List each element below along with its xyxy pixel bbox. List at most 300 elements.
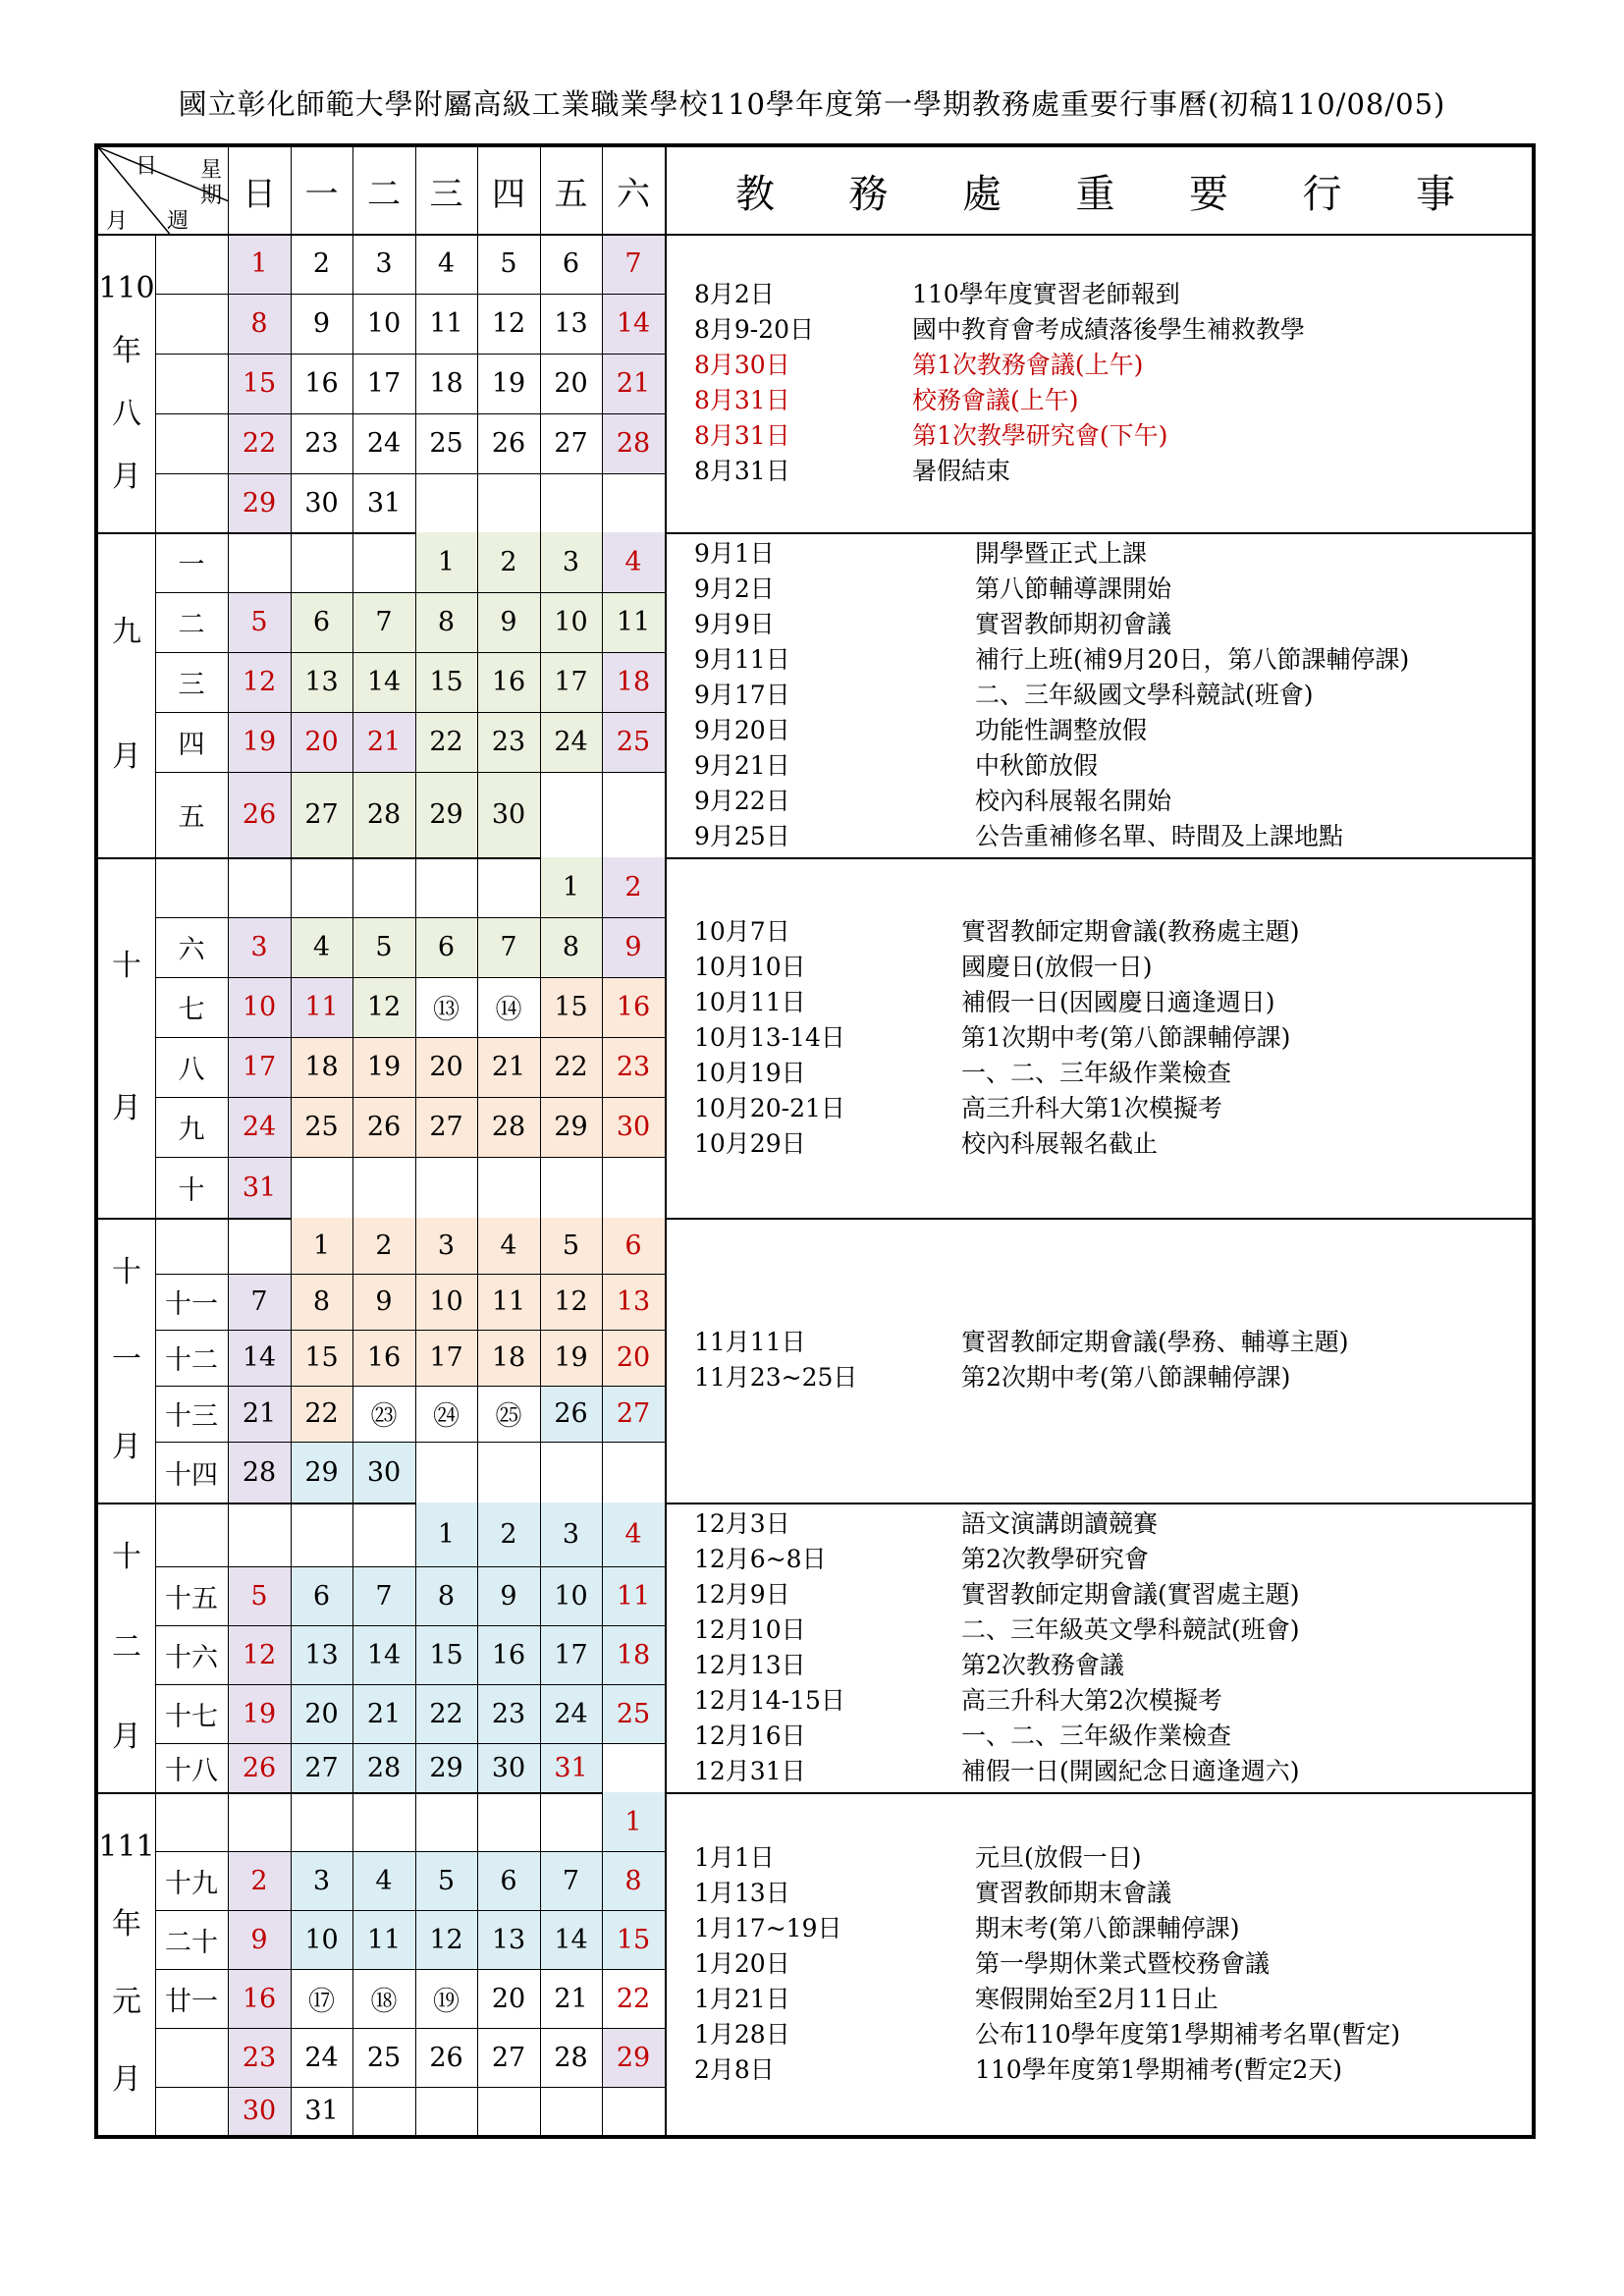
week-number: 十三 bbox=[165, 1401, 218, 1432]
calendar-day: 25 bbox=[616, 727, 651, 757]
calendar-day: 17 bbox=[554, 667, 588, 697]
event-row bbox=[694, 312, 1522, 348]
calendar-day: ⑱ bbox=[370, 1986, 398, 2017]
calendar-day bbox=[540, 473, 602, 532]
calendar-day: 27 bbox=[554, 428, 588, 459]
calendar-day: 2 bbox=[500, 1519, 517, 1550]
calendar-day: 8 bbox=[562, 932, 580, 962]
calendar-day: 16 bbox=[616, 992, 651, 1022]
event-date: 8月31日 bbox=[694, 386, 790, 414]
month-label-part: 111 bbox=[98, 1830, 155, 1864]
week-number: 十五 bbox=[165, 1583, 218, 1614]
event-date: 12月9日 bbox=[694, 1580, 790, 1609]
calendar-day: 26 bbox=[491, 428, 526, 459]
calendar-day: 15 bbox=[554, 992, 588, 1022]
calendar-day: ⑲ bbox=[433, 1986, 460, 2017]
event-text: 暑假結束 bbox=[912, 457, 1011, 485]
event-row bbox=[694, 607, 1522, 642]
events-header-char: 要 bbox=[1189, 171, 1228, 217]
calendar-day: 27 bbox=[304, 1752, 339, 1783]
event-row bbox=[694, 536, 1522, 572]
calendar-day: 24 bbox=[304, 2042, 339, 2073]
event-row bbox=[694, 1020, 1522, 1056]
calendar-day: 13 bbox=[304, 667, 339, 697]
calendar-day: 22 bbox=[554, 1052, 588, 1082]
event-date: 9月9日 bbox=[694, 610, 775, 638]
week-number bbox=[155, 1503, 228, 1566]
month-label-part: 九 bbox=[112, 614, 141, 649]
event-date: 9月25日 bbox=[694, 822, 790, 850]
event-text: 實習教師期末會議 bbox=[975, 1878, 1172, 1907]
calendar-day: 12 bbox=[242, 1639, 277, 1670]
weekday-header: 三 bbox=[429, 174, 463, 214]
calendar-day: 7 bbox=[375, 607, 393, 637]
calendar-day: 28 bbox=[242, 1456, 277, 1488]
event-date: 9月11日 bbox=[694, 645, 790, 674]
event-text: 二、三年級英文學科競試(班會) bbox=[961, 1615, 1300, 1644]
event-row bbox=[694, 784, 1522, 819]
event-text: 國慶日(放假一日) bbox=[961, 952, 1153, 981]
calendar-day: 3 bbox=[437, 1230, 456, 1261]
calendar-day bbox=[291, 1792, 352, 1851]
event-text: 第一學期休業式暨校務會議 bbox=[975, 1948, 1271, 1978]
calendar-day: 19 bbox=[491, 368, 526, 399]
event-text: 期末考(第八節課輔停課) bbox=[975, 1913, 1240, 1942]
event-row bbox=[694, 1577, 1522, 1613]
calendar-day: 7 bbox=[500, 932, 517, 962]
calendar-day: 9 bbox=[312, 308, 331, 339]
event-row bbox=[694, 572, 1522, 607]
calendar-day: 29 bbox=[429, 799, 463, 830]
calendar-day bbox=[602, 2087, 665, 2135]
month-label-part: 月 bbox=[112, 1720, 141, 1754]
calendar-day: 29 bbox=[616, 2042, 651, 2073]
calendar-day: ⑰ bbox=[308, 1986, 335, 2017]
calendar-day: 6 bbox=[312, 607, 331, 637]
calendar-day: 21 bbox=[366, 1698, 402, 1729]
calendar-day bbox=[602, 1743, 665, 1792]
calendar-day bbox=[540, 1792, 602, 1851]
calendar-day bbox=[540, 1442, 602, 1503]
calendar-day bbox=[352, 857, 415, 917]
event-row bbox=[694, 748, 1522, 784]
event-date: 10月11日 bbox=[694, 987, 806, 1016]
calendar-day: 10 bbox=[429, 1286, 463, 1317]
calendar-day bbox=[228, 1503, 291, 1566]
week-number: 十 bbox=[178, 1175, 205, 1206]
calendar-day: 19 bbox=[242, 1698, 277, 1729]
week-number: 七 bbox=[178, 995, 205, 1025]
event-date: 11月23~25日 bbox=[694, 1363, 858, 1392]
calendar-day: 27 bbox=[304, 799, 339, 830]
calendar-day bbox=[602, 1157, 665, 1218]
event-text: 功能性調整放假 bbox=[975, 716, 1148, 744]
month-label-part: 十 bbox=[112, 948, 141, 983]
calendar-day: 19 bbox=[242, 727, 277, 757]
month-label-part: 十 bbox=[112, 1255, 141, 1289]
event-date: 1月21日 bbox=[694, 1984, 790, 2013]
calendar-day: 16 bbox=[304, 368, 339, 399]
calendar-day: 15 bbox=[242, 368, 277, 399]
calendar-day: 5 bbox=[500, 248, 517, 279]
event-date: 10月7日 bbox=[694, 916, 790, 946]
calendar-day: 9 bbox=[250, 1924, 268, 1955]
event-text: 第1次期中考(第八節課輔停課) bbox=[961, 1022, 1291, 1052]
weekday-header: 六 bbox=[617, 174, 650, 214]
calendar-day: 11 bbox=[304, 992, 339, 1022]
calendar-day: 29 bbox=[304, 1456, 339, 1488]
event-date: 12月13日 bbox=[694, 1651, 806, 1679]
calendar-day: 8 bbox=[250, 308, 268, 339]
calendar-day: 30 bbox=[491, 1752, 526, 1783]
event-row bbox=[694, 1683, 1522, 1719]
calendar-day: 1 bbox=[250, 248, 268, 279]
event-row bbox=[694, 1648, 1522, 1683]
calendar-day: 19 bbox=[554, 1342, 588, 1373]
weekday-header: 日 bbox=[243, 174, 276, 214]
event-row bbox=[694, 713, 1522, 748]
month-label-part: 元 bbox=[112, 1985, 141, 2019]
calendar-day: 29 bbox=[242, 487, 277, 519]
event-date: 8月31日 bbox=[694, 457, 790, 485]
calendar-day: ㉓ bbox=[370, 1401, 398, 1432]
calendar-day: 13 bbox=[304, 1639, 339, 1670]
event-text: 高三升科大第1次模擬考 bbox=[961, 1093, 1222, 1122]
calendar-day: 12 bbox=[366, 992, 402, 1022]
month-label-part: 八 bbox=[112, 397, 141, 431]
calendar-day: 8 bbox=[437, 607, 456, 637]
calendar-day: 11 bbox=[616, 1580, 651, 1612]
event-row bbox=[694, 277, 1522, 312]
calendar-day: ㉔ bbox=[433, 1401, 460, 1432]
calendar-day: 31 bbox=[554, 1752, 588, 1783]
event-date: 9月20日 bbox=[694, 716, 790, 744]
calendar-day: 12 bbox=[429, 1924, 463, 1955]
calendar-day bbox=[602, 473, 665, 532]
calendar-day: 21 bbox=[554, 1983, 588, 2014]
calendar-day: 25 bbox=[616, 1698, 651, 1729]
calendar-day bbox=[540, 1157, 602, 1218]
calendar-day: 30 bbox=[242, 2096, 277, 2126]
week-number: 十一 bbox=[165, 1289, 218, 1320]
event-text: 第2次教學研究會 bbox=[961, 1545, 1149, 1573]
calendar-day: 10 bbox=[366, 308, 402, 339]
weekday-header: 四 bbox=[492, 174, 525, 214]
event-date: 10月13-14日 bbox=[694, 1022, 845, 1052]
calendar-day: 11 bbox=[616, 607, 651, 637]
calendar-day: 9 bbox=[375, 1286, 393, 1317]
calendar-day: 28 bbox=[616, 428, 651, 459]
calendar-day: 20 bbox=[616, 1342, 651, 1373]
event-text: 實習教師定期會議(學務、輔導主題) bbox=[961, 1328, 1349, 1356]
calendar-day: 16 bbox=[242, 1983, 277, 2014]
event-text: 第2次期中考(第八節課輔停課) bbox=[961, 1363, 1291, 1392]
calendar-day: 9 bbox=[500, 1580, 517, 1612]
calendar-day bbox=[352, 532, 415, 592]
month-label bbox=[98, 271, 155, 495]
calendar-day: 6 bbox=[312, 1580, 331, 1612]
calendar-day bbox=[352, 1503, 415, 1566]
week-number: 二 bbox=[178, 610, 205, 640]
calendar-day: 20 bbox=[304, 727, 339, 757]
month-label bbox=[98, 1540, 155, 1755]
calendar-day: 10 bbox=[554, 607, 588, 637]
calendar-day: 24 bbox=[554, 1698, 588, 1729]
week-number: 十七 bbox=[165, 1701, 218, 1732]
calendar-day: 5 bbox=[437, 1865, 456, 1896]
calendar-day: 12 bbox=[491, 308, 526, 339]
week-number: 九 bbox=[178, 1115, 205, 1145]
calendar-day: 21 bbox=[242, 1398, 277, 1429]
calendar-day: 8 bbox=[624, 1865, 642, 1896]
event-row bbox=[694, 1091, 1522, 1126]
calendar-day: 1 bbox=[312, 1230, 331, 1261]
event-row bbox=[694, 1056, 1522, 1091]
calendar-day: 18 bbox=[304, 1052, 339, 1082]
calendar-day: 26 bbox=[429, 2042, 463, 2073]
event-row bbox=[694, 1840, 1522, 1876]
calendar-day: 7 bbox=[562, 1865, 580, 1896]
calendar-day bbox=[352, 1792, 415, 1851]
event-row bbox=[694, 1876, 1522, 1911]
event-text: 語文演講朗讀競賽 bbox=[961, 1509, 1159, 1538]
calendar-day: 5 bbox=[375, 932, 393, 962]
week-number bbox=[155, 473, 228, 532]
event-text: 實習教師定期會議(實習處主題) bbox=[961, 1580, 1300, 1609]
event-row bbox=[694, 1613, 1522, 1648]
event-row bbox=[694, 678, 1522, 713]
event-date: 12月10日 bbox=[694, 1615, 806, 1644]
calendar-day: 28 bbox=[554, 2042, 588, 2073]
event-date: 10月29日 bbox=[694, 1128, 806, 1158]
event-row bbox=[694, 418, 1522, 454]
event-date: 1月17~19日 bbox=[694, 1913, 842, 1942]
calendar-day: 30 bbox=[366, 1456, 402, 1488]
calendar-day: 26 bbox=[554, 1398, 588, 1429]
calendar-day: 19 bbox=[366, 1052, 402, 1082]
event-text: 一、二、三年級作業檢查 bbox=[961, 1722, 1232, 1750]
event-date: 9月21日 bbox=[694, 751, 790, 780]
event-date: 12月31日 bbox=[694, 1757, 806, 1785]
calendar-day: 14 bbox=[554, 1924, 588, 1955]
event-text: 補假一日(開國紀念日適逢週六) bbox=[961, 1757, 1300, 1785]
event-row bbox=[694, 2017, 1522, 2052]
calendar-day: 6 bbox=[500, 1865, 517, 1896]
week-number: 十九 bbox=[165, 1868, 218, 1899]
calendar-day: 17 bbox=[242, 1052, 277, 1082]
event-text: 高三升科大第2次模擬考 bbox=[961, 1686, 1222, 1715]
calendar-day bbox=[228, 1218, 291, 1274]
calendar-day: 16 bbox=[366, 1342, 402, 1373]
corner-label-qi: 期 bbox=[200, 184, 223, 208]
calendar-day: 29 bbox=[554, 1112, 588, 1142]
event-row bbox=[694, 985, 1522, 1020]
month-label-part: 十 bbox=[112, 1540, 141, 1574]
event-date: 12月16日 bbox=[694, 1722, 806, 1750]
calendar-day: 13 bbox=[491, 1924, 526, 1955]
calendar-day: 15 bbox=[429, 667, 463, 697]
calendar-day: 7 bbox=[250, 1286, 268, 1317]
month-label-part: 月 bbox=[112, 460, 141, 494]
event-row bbox=[694, 914, 1522, 950]
event-text: 一、二、三年級作業檢查 bbox=[961, 1058, 1232, 1087]
calendar-day: 23 bbox=[491, 727, 526, 757]
event-text: 公告重補修名單、時間及上課地點 bbox=[975, 822, 1344, 850]
month-label-part: 一 bbox=[112, 1342, 141, 1377]
month-label bbox=[98, 1255, 155, 1465]
calendar-day: 11 bbox=[491, 1286, 526, 1317]
calendar-day: 1 bbox=[437, 547, 456, 577]
calendar-day: 8 bbox=[312, 1286, 331, 1317]
calendar-day: 23 bbox=[616, 1052, 651, 1082]
calendar-day: 20 bbox=[554, 368, 588, 399]
calendar-day: 26 bbox=[366, 1112, 402, 1142]
calendar-day: 22 bbox=[304, 1398, 339, 1429]
calendar-day: 12 bbox=[242, 667, 277, 697]
calendar-day bbox=[228, 857, 291, 917]
event-row bbox=[694, 1911, 1522, 1946]
calendar-day: 25 bbox=[304, 1112, 339, 1142]
calendar-day: 22 bbox=[242, 428, 277, 459]
event-row bbox=[694, 1360, 1522, 1395]
calendar-day bbox=[352, 2087, 415, 2135]
calendar-day: 20 bbox=[429, 1052, 463, 1082]
event-text: 公布110學年度第1學期補考名單(暫定) bbox=[975, 2019, 1401, 2049]
calendar-day bbox=[477, 1442, 540, 1503]
events-header-char: 行 bbox=[1302, 171, 1342, 217]
event-row bbox=[694, 454, 1522, 489]
calendar-day: 29 bbox=[429, 1752, 463, 1783]
event-date: 8月30日 bbox=[694, 351, 790, 379]
event-date: 11月11日 bbox=[694, 1328, 806, 1356]
calendar-day: 7 bbox=[624, 248, 642, 279]
calendar-day: 15 bbox=[429, 1639, 463, 1670]
calendar-day: 14 bbox=[366, 1639, 402, 1670]
calendar-day: 3 bbox=[312, 1865, 331, 1896]
week-number: 十八 bbox=[165, 1755, 218, 1786]
calendar-day bbox=[602, 1442, 665, 1503]
event-row bbox=[694, 950, 1522, 985]
calendar-day: 14 bbox=[616, 308, 651, 339]
event-date: 9月17日 bbox=[694, 681, 790, 709]
event-text: 元旦(放假一日) bbox=[975, 1842, 1142, 1872]
event-date: 10月20-21日 bbox=[694, 1093, 845, 1122]
event-date: 1月1日 bbox=[694, 1842, 775, 1872]
calendar-day bbox=[352, 1157, 415, 1218]
calendar-day: 28 bbox=[366, 1752, 402, 1783]
calendar-day: 15 bbox=[616, 1924, 651, 1955]
event-row bbox=[694, 1506, 1522, 1542]
event-text: 校務會議(上午) bbox=[912, 386, 1079, 414]
month-label-part: 年 bbox=[112, 334, 141, 368]
calendar-day: 16 bbox=[491, 667, 526, 697]
calendar-day: 17 bbox=[429, 1342, 463, 1373]
event-date: 1月20日 bbox=[694, 1948, 790, 1978]
event-text: 開學暨正式上課 bbox=[975, 539, 1148, 568]
events-header bbox=[735, 147, 1455, 234]
events-header-char: 務 bbox=[848, 171, 889, 217]
calendar-day: 28 bbox=[491, 1112, 526, 1142]
calendar-day: 17 bbox=[554, 1639, 588, 1670]
event-row bbox=[694, 1126, 1522, 1162]
page-title: 國立彰化師範大學附屬高級工業職業學校110學年度第一學期教務處重要行事曆(初稿110/08/05) bbox=[178, 87, 1446, 121]
week-number: 六 bbox=[178, 935, 205, 965]
calendar-day: 18 bbox=[491, 1342, 526, 1373]
calendar-day: 2 bbox=[624, 872, 642, 902]
event-date: 12月14-15日 bbox=[694, 1686, 845, 1715]
events-header-char: 事 bbox=[1416, 171, 1455, 217]
calendar-day: 3 bbox=[375, 248, 393, 279]
calendar-day: ㉕ bbox=[495, 1401, 522, 1432]
calendar-day: 18 bbox=[429, 368, 463, 399]
calendar-day bbox=[291, 532, 352, 592]
calendar-day: 16 bbox=[491, 1639, 526, 1670]
calendar-day bbox=[415, 1157, 477, 1218]
week-number: 五 bbox=[178, 802, 205, 833]
calendar-day: 27 bbox=[429, 1112, 463, 1142]
events-header-char: 重 bbox=[1075, 171, 1115, 217]
event-row bbox=[694, 348, 1522, 383]
week-number bbox=[155, 1792, 228, 1851]
calendar-day bbox=[291, 857, 352, 917]
week-number bbox=[155, 2028, 228, 2087]
event-text: 第2次教務會議 bbox=[961, 1651, 1124, 1679]
calendar-day bbox=[415, 857, 477, 917]
month-label-part: 年 bbox=[112, 1907, 141, 1941]
calendar-day: 21 bbox=[616, 368, 651, 399]
week-number: 十四 bbox=[165, 1459, 218, 1491]
calendar-day bbox=[477, 2087, 540, 2135]
event-row bbox=[694, 819, 1522, 854]
calendar-day: 2 bbox=[312, 248, 331, 279]
event-date: 2月8日 bbox=[694, 2054, 775, 2084]
calendar-day bbox=[477, 473, 540, 532]
week-number: 二十 bbox=[165, 1927, 218, 1958]
calendar-day: 26 bbox=[242, 799, 277, 830]
calendar-day: 27 bbox=[616, 1398, 651, 1429]
weekday-header: 五 bbox=[554, 174, 588, 214]
corner-label-week: 週 bbox=[167, 209, 189, 234]
calendar-day: 11 bbox=[429, 308, 463, 339]
month-label bbox=[98, 895, 155, 1180]
calendar-day: 13 bbox=[616, 1286, 651, 1317]
calendar-day: 2 bbox=[375, 1230, 393, 1261]
calendar-day: 21 bbox=[491, 1052, 526, 1082]
week-number bbox=[155, 294, 228, 354]
event-date: 10月19日 bbox=[694, 1058, 806, 1087]
calendar-day bbox=[415, 1792, 477, 1851]
calendar-day: 4 bbox=[624, 1519, 642, 1550]
event-row bbox=[694, 1325, 1522, 1360]
calendar-day: 31 bbox=[242, 1172, 277, 1203]
calendar-day: 3 bbox=[250, 932, 268, 962]
calendar-day: 10 bbox=[242, 992, 277, 1022]
event-date: 10月10日 bbox=[694, 952, 806, 981]
calendar-day: 26 bbox=[242, 1752, 277, 1783]
calendar-day bbox=[228, 1792, 291, 1851]
calendar-day bbox=[415, 473, 477, 532]
calendar-day: 18 bbox=[616, 1639, 651, 1670]
calendar-day: 22 bbox=[616, 1983, 651, 2014]
event-text: 第八節輔導課開始 bbox=[975, 574, 1172, 603]
week-number bbox=[155, 354, 228, 413]
month-label-part: 110 bbox=[98, 271, 155, 305]
week-number: 廿一 bbox=[165, 1986, 218, 2017]
calendar-day bbox=[415, 1442, 477, 1503]
week-number bbox=[155, 2087, 228, 2135]
calendar-day: 10 bbox=[304, 1924, 339, 1955]
event-row bbox=[694, 1542, 1522, 1577]
